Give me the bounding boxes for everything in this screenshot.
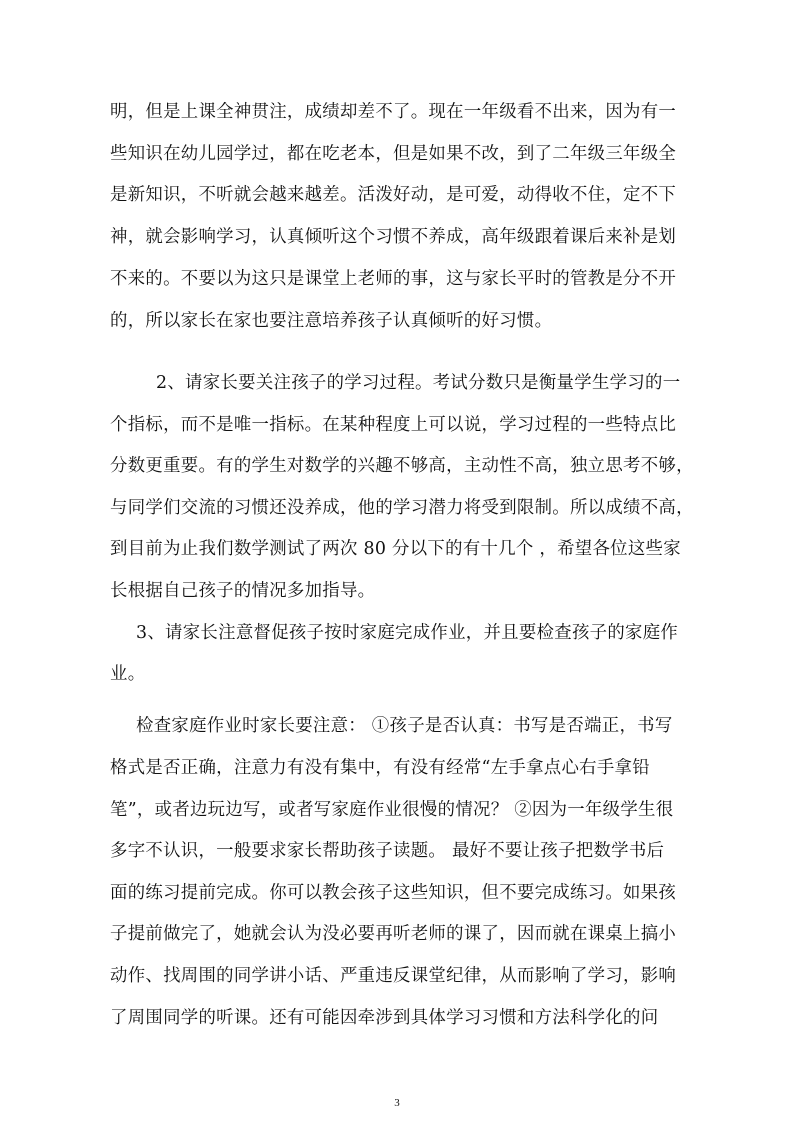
text-line: 明，但是上课全神贯注，成绩却差不了。现在一年级看不出来，因为有一 [110,102,677,122]
text-line: 子提前做完了，她就会认为没必要再听老师的课了，因而就在课桌上搞小 [110,924,677,944]
text-line: 到目前为止我们数学测试了两次 80 分以下的有十几个 ，希望各位这些家 [110,539,681,559]
text-line: 格式是否正确，注意力有没有集中，有没有经常“左手拿点心右手拿铅 [110,758,650,778]
text-line: 与同学们交流的习惯还没养成，他的学习潜力将受到限制。所以成绩不高， [110,498,694,518]
text-line: 个指标，而不是唯一指标。在某种程度上可以说，学习过程的一些特点比 [110,415,677,435]
text-line: 3、请家长注意督促孩子按时家庭完成作业，并且要检查孩子的家庭作 [136,623,679,643]
text-line: 神，就会影响学习，认真倾听这个习惯不养成，高年级跟着课后来补是划 [110,227,677,247]
text-line: 多字不认识，一般要求家长帮助孩子读题。 最好不要让孩子把数学书后 [110,841,665,861]
text-line: 长根据自己孩子的情况多加指导。 [110,581,376,601]
text-line: 业。 [110,664,146,684]
text-line: 不来的。不要以为这只是课堂上老师的事，这与家长平时的管教是分不开 [110,269,677,289]
text-line: 了周围同学的听课。还有可能因牵涉到具体学习习惯和方法科学化的问 [110,1008,659,1028]
text-line: 些知识在幼儿园学过，都在吃老本，但是如果不改，到了二年级三年级全 [110,144,677,164]
text-line: 检查家庭作业时家长要注意： ①孩子是否认真：书写是否端正，书写 [136,716,673,736]
text-line: 分数更重要。有的学生对数学的兴趣不够高，主动性不高，独立思考不够， [110,456,694,476]
text-line: 面的练习提前完成。你可以教会孩子这些知识，但不要完成练习。如果孩 [110,883,677,903]
page-number: 3 [394,1097,400,1109]
text-line: 动作、找周围的同学讲小话、严重违反课堂纪律，从而影响了学习，影响 [110,966,677,986]
text-line: 是新知识，不听就会越来越差。活泼好动，是可爱，动得收不住，定不下 [110,185,677,205]
text-line: 笔”，或者边玩边写，或者写家庭作业很慢的情况？ ②因为一年级学生很 [110,800,674,820]
text-line: 的，所以家长在家也要注意培养孩子认真倾听的好习惯。 [110,311,553,331]
text-line: 2、请家长要关注孩子的学习过程。考试分数只是衡量学生学习的一 [156,373,681,393]
